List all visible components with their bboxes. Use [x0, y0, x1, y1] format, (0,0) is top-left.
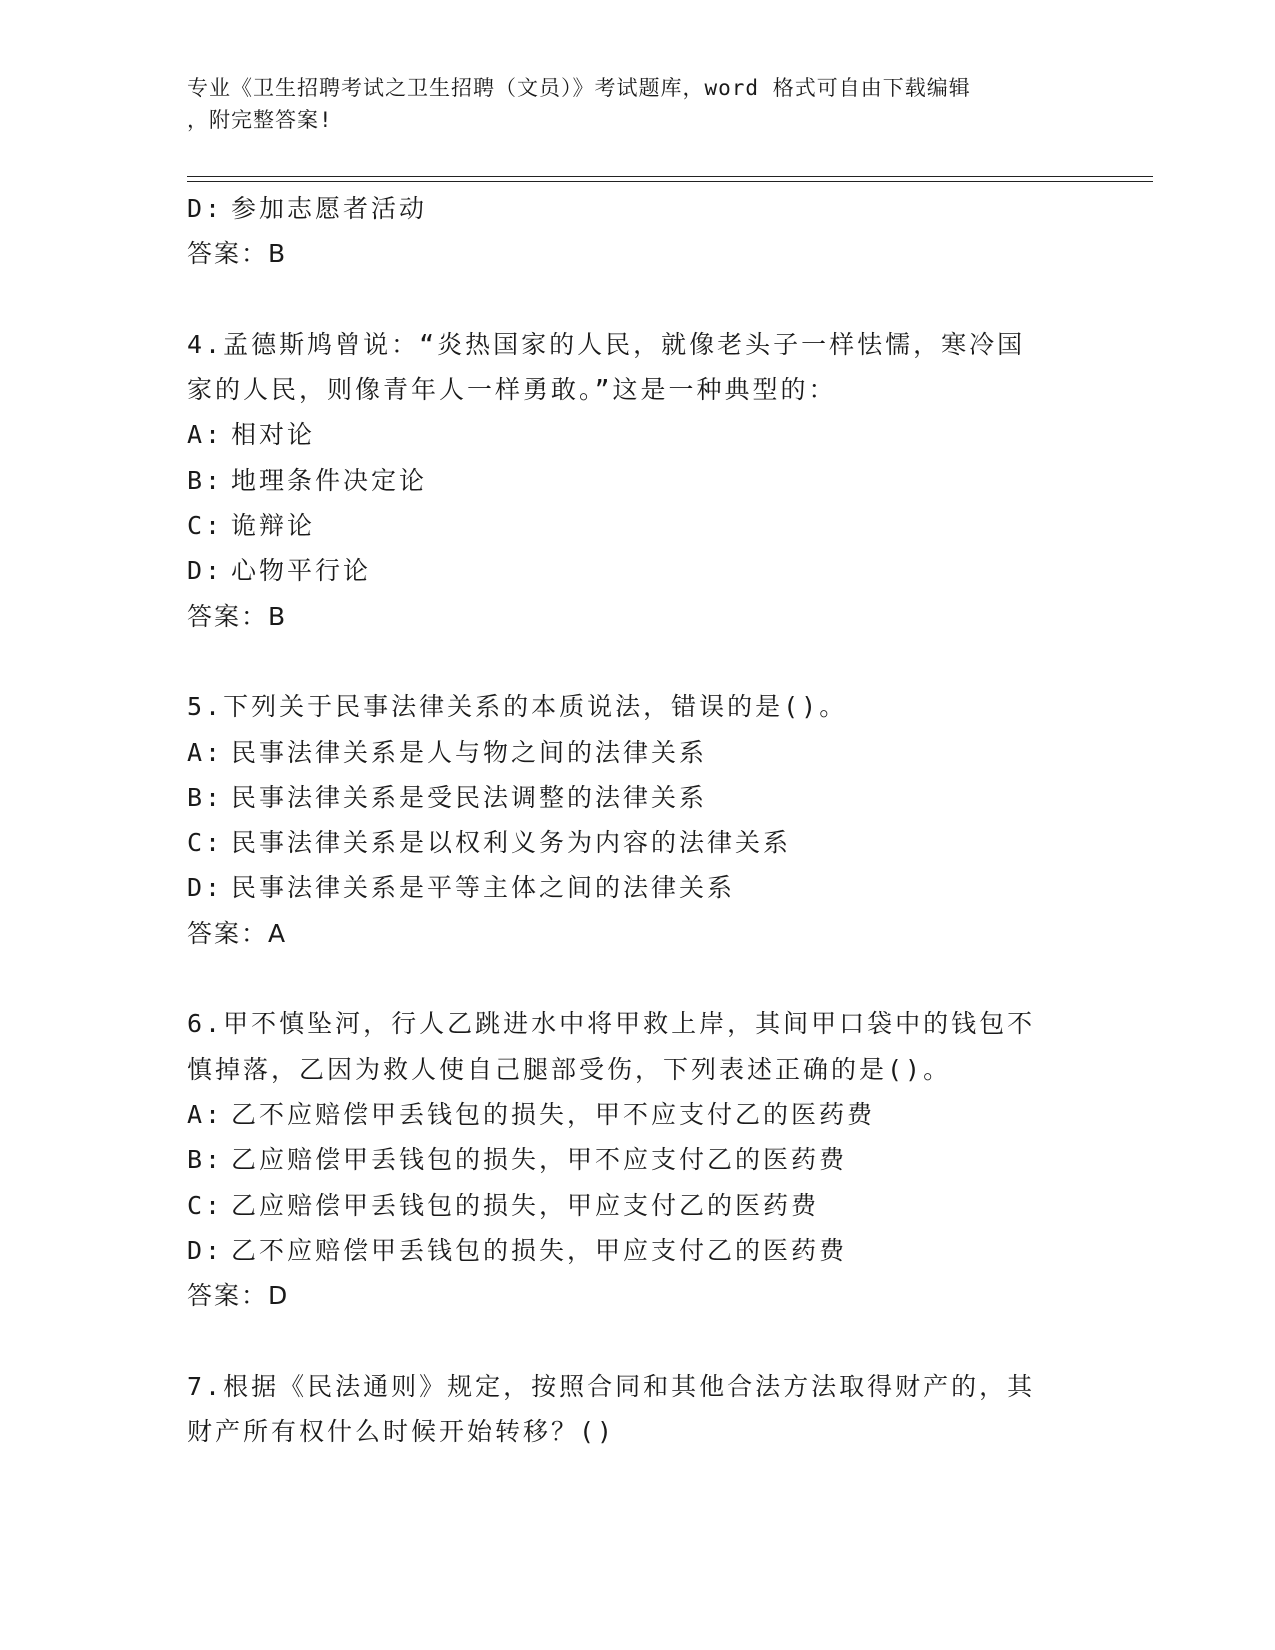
- question-stem-line: 7.根据《民法通则》规定，按照合同和其他合法方法取得财产的，其: [187, 1371, 1036, 1401]
- option-text: 心物平行论: [231, 556, 372, 586]
- header-divider-bottom: [187, 181, 1153, 182]
- option-d: [187, 548, 1087, 593]
- answer-line: 答案：B: [187, 239, 288, 269]
- option-key: A:: [187, 420, 224, 450]
- option-b: [187, 775, 1087, 820]
- question-stem-line: 4.孟德斯鸠曾说：“炎热国家的人民，就像老头子一样怯懦，寒冷国: [187, 329, 1026, 359]
- answer-line: 答案：B: [187, 601, 288, 631]
- option-text: 乙应赔偿甲丢钱包的损失，甲不应支付乙的医药费: [231, 1145, 848, 1175]
- option-c: [187, 1183, 1087, 1228]
- option-text: 民事法律关系是受民法调整的法律关系: [231, 782, 708, 812]
- option-d: [187, 186, 1087, 231]
- option-text: 民事法律关系是以权利义务为内容的法律关系: [231, 828, 792, 858]
- question-stem-line: 6.甲不慎坠河，行人乙跳进水中将甲救上岸，其间甲口袋中的钱包不: [187, 1009, 1036, 1039]
- option-d: [187, 865, 1087, 910]
- option-key: D:: [187, 194, 224, 223]
- option-key: C:: [187, 511, 224, 541]
- option-key: B:: [187, 782, 224, 812]
- option-key: B:: [187, 465, 224, 495]
- header-line-1: 专业《卫生招聘考试之卫生招聘（文员）》考试题库，word 格式可自由下载编辑: [187, 76, 971, 100]
- question-stem-line: 家的人民，则像青年人一样勇敢。”这是一种典型的：: [187, 375, 837, 405]
- option-text: 民事法律关系是人与物之间的法律关系: [231, 737, 708, 767]
- option-key: D:: [187, 1235, 224, 1265]
- header-divider-top: [187, 176, 1153, 177]
- question-spacer: [187, 639, 1087, 684]
- option-key: D:: [187, 556, 224, 586]
- question-list: [187, 186, 1087, 1454]
- option-a: [187, 1092, 1087, 1137]
- option-key: D:: [187, 873, 224, 903]
- option-d: [187, 1228, 1087, 1273]
- option-text: 乙不应赔偿甲丢钱包的损失，甲应支付乙的医药费: [231, 1235, 848, 1265]
- option-key: B:: [187, 1145, 224, 1175]
- option-b: [187, 458, 1087, 503]
- option-c: [187, 503, 1087, 548]
- option-key: C:: [187, 828, 224, 858]
- question-spacer: [187, 277, 1087, 322]
- option-text: 乙不应赔偿甲丢钱包的损失，甲不应支付乙的医药费: [231, 1099, 876, 1129]
- question-stem-line: 财产所有权什么时候开始转移？(): [187, 1417, 616, 1447]
- option-a: [187, 730, 1087, 775]
- question-spacer: [187, 956, 1087, 1001]
- option-text: 相对论: [231, 420, 316, 450]
- answer-line: 答案：D: [187, 1281, 290, 1311]
- option-a: [187, 412, 1087, 457]
- option-text: 参加志愿者活动: [231, 194, 428, 223]
- option-key: A:: [187, 1099, 224, 1129]
- option-text: 地理条件决定论: [231, 465, 428, 495]
- document-header: [187, 72, 1067, 136]
- header-line-2: ，附完整答案!: [187, 108, 333, 132]
- option-text: 诡辩论: [231, 511, 316, 541]
- question-stem-line: 慎掉落，乙因为救人使自己腿部受伤，下列表述正确的是()。: [187, 1054, 952, 1084]
- option-text: 民事法律关系是平等主体之间的法律关系: [231, 873, 736, 903]
- option-key: A:: [187, 737, 224, 767]
- option-c: [187, 820, 1087, 865]
- question-spacer: [187, 1318, 1087, 1363]
- option-b: [187, 1137, 1087, 1182]
- answer-line: 答案：A: [187, 918, 288, 948]
- option-key: C:: [187, 1190, 224, 1220]
- option-text: 乙应赔偿甲丢钱包的损失，甲应支付乙的医药费: [231, 1190, 820, 1220]
- question-stem-line: 5.下列关于民事法律关系的本质说法，错误的是()。: [187, 692, 848, 722]
